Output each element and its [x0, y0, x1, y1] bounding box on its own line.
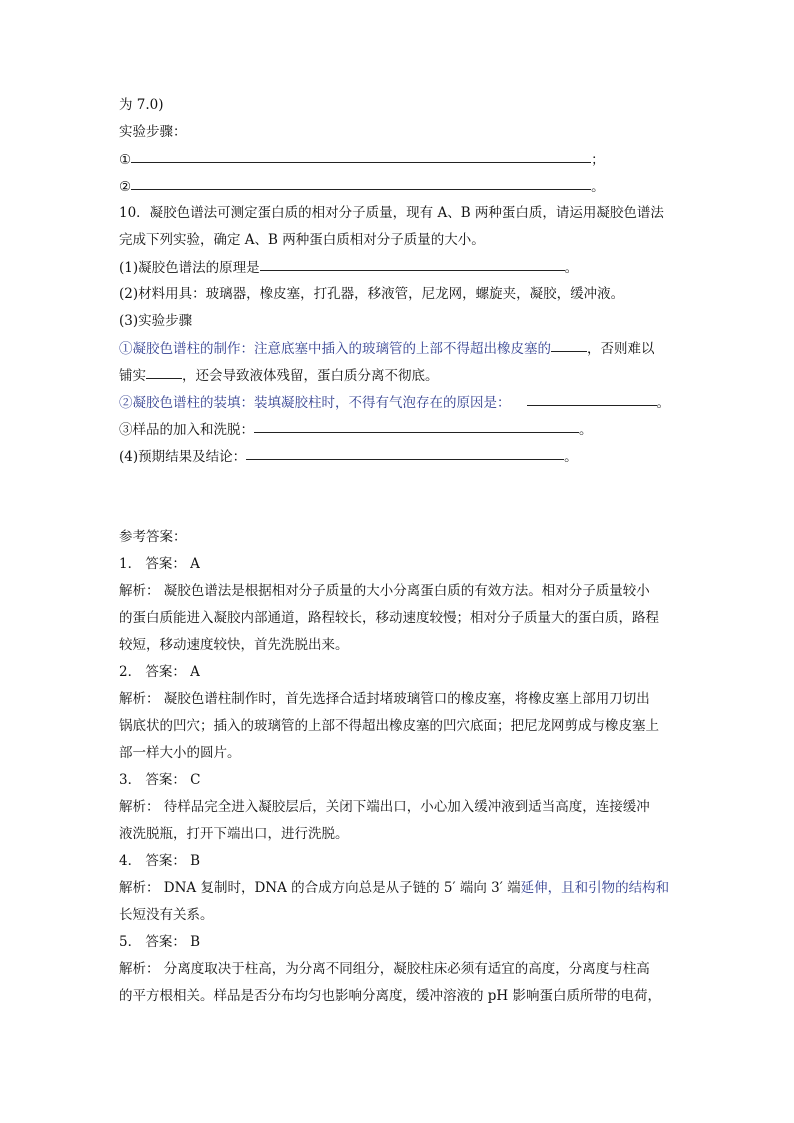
q10-step1-line-b — [119, 362, 679, 389]
answer-1-line: 解析： 凝胶色谱法是根据相对分子质量的大小分离蛋白质的有效方法。相对分子质量较小 — [119, 583, 650, 599]
q10-step3-blank[interactable] — [254, 415, 579, 433]
answer-3-line: 液洗脱瓶，打开下端出口，进行洗脱。 — [119, 826, 349, 842]
q10-step1-text: ①凝胶色谱柱的制作：注意底塞中插入的玻璃管的上部不得超出橡皮塞的 — [119, 341, 551, 357]
q10-step1-blank-b[interactable] — [146, 361, 182, 379]
q10-part1 — [119, 254, 679, 281]
q10-step2-end: 。 — [656, 395, 670, 411]
answer-4-text-blue: 延伸，且和引物的结构和 — [520, 880, 670, 896]
answer-4-line: 长短没有关系。 — [119, 907, 214, 923]
answers-heading: 参考答案： — [119, 529, 187, 545]
answer-4-text: 解析： DNA 复制时，DNA 的合成方向总是从子链的 5′ 端向 3′ 端 — [119, 880, 521, 896]
q10-part3: (3)实验步骤 — [119, 313, 193, 329]
answer-2-line: 解析： 凝胶色谱柱制作时，首先选择合适封堵玻璃管口的橡皮塞，将橡皮塞上部用刀切出 — [119, 691, 650, 707]
answer-3-label: 3． 答案： C — [119, 772, 201, 788]
answer-2-line: 锅底状的凹穴；插入的玻璃管的上部不得超出橡皮塞的凹穴底面；把尼龙网剪成与橡皮塞上 — [119, 718, 659, 734]
answer-4-label: 4． 答案： B — [119, 853, 201, 869]
answer-3-line: 解析： 待样品完全进入凝胶层后，关闭下端出口，小心加入缓冲液到适当高度，连接缓冲 — [119, 799, 650, 815]
answer-5-line: 的平方根相关。样品是否分布均匀也影响分离度，缓冲溶液的 pH 影响蛋白质所带的电荷， — [119, 988, 661, 1004]
q10-step1-text-b: ，否则难以 — [587, 341, 655, 357]
q10-step1-blank-a[interactable] — [551, 334, 587, 352]
q10-part1-blank[interactable] — [260, 253, 565, 271]
step2-blank[interactable] — [131, 172, 591, 190]
q10-step3-line — [119, 416, 679, 443]
q10-intro-line-1: 10．凝胶色谱法可测定蛋白质的相对分子质量，现有 A、B 两种蛋白质，请运用凝胶色谱法 — [119, 205, 664, 221]
q10-part4-text: (4)预期结果及结论： — [119, 449, 247, 465]
q10-step1-line-a — [119, 335, 679, 362]
q10-part4-end: 。 — [564, 449, 578, 465]
q10-step1-text-c: 铺实 — [119, 368, 146, 384]
q10-step2-text: ②凝胶色谱柱的装填：装填凝胶柱时，不得有气泡存在的原因是： — [119, 395, 511, 411]
q10-step3-text: ③样品的加入和洗脱： — [119, 422, 254, 438]
q10-part4-line — [119, 443, 679, 470]
q10-part1-label: (1)凝胶色谱法的原理是 — [119, 260, 260, 276]
answer-2-label: 2． 答案： A — [119, 664, 200, 680]
answer-1-line: 较短，移动速度较快，首先洗脱出来。 — [119, 637, 349, 653]
step1-marker: ① — [119, 152, 132, 168]
answer-5-label: 5． 答案： B — [119, 934, 201, 950]
answer-1-label: 1． 答案： A — [119, 556, 200, 572]
q10-step2-blank[interactable] — [527, 388, 657, 406]
continuation-line: 为 7.0) — [119, 97, 164, 113]
step1-blank[interactable] — [131, 145, 591, 163]
step2-line — [119, 173, 679, 200]
q10-step3-end: 。 — [579, 422, 593, 438]
step1-end: ； — [591, 152, 605, 168]
answer-1-line: 的蛋白质能进入凝胶内部通道，路程较长，移动速度较慢；相对分子质量大的蛋白质，路程 — [119, 610, 659, 626]
q10-part4-blank[interactable] — [246, 442, 564, 460]
q10-step2-line — [119, 389, 679, 416]
answer-4-line — [119, 875, 679, 902]
q10-part1-end: 。 — [564, 260, 579, 276]
answer-2-line: 部一样大小的圆片。 — [119, 745, 241, 761]
answer-5-line: 解析： 分离度取决于柱高，为分离不同组分，凝胶柱床必须有适宜的高度，分离度与柱高 — [119, 961, 650, 977]
step2-marker: ② — [119, 179, 132, 195]
document-page — [119, 92, 679, 1010]
q10-step1-text-d: ，还会导致液体残留，蛋白质分离不彻底。 — [182, 368, 439, 384]
q10-intro-line-2: 完成下列实验，确定 A、B 两种蛋白质相对分子质量的大小。 — [119, 232, 485, 248]
step1-line — [119, 146, 679, 173]
step2-end: 。 — [591, 179, 605, 195]
steps-label: 实验步骤： — [119, 124, 187, 140]
q10-part2: (2)材料用具：玻璃器，橡皮塞，打孔器，移液管，尼龙网，螺旋夹，凝胶，缓冲液。 — [119, 286, 625, 302]
